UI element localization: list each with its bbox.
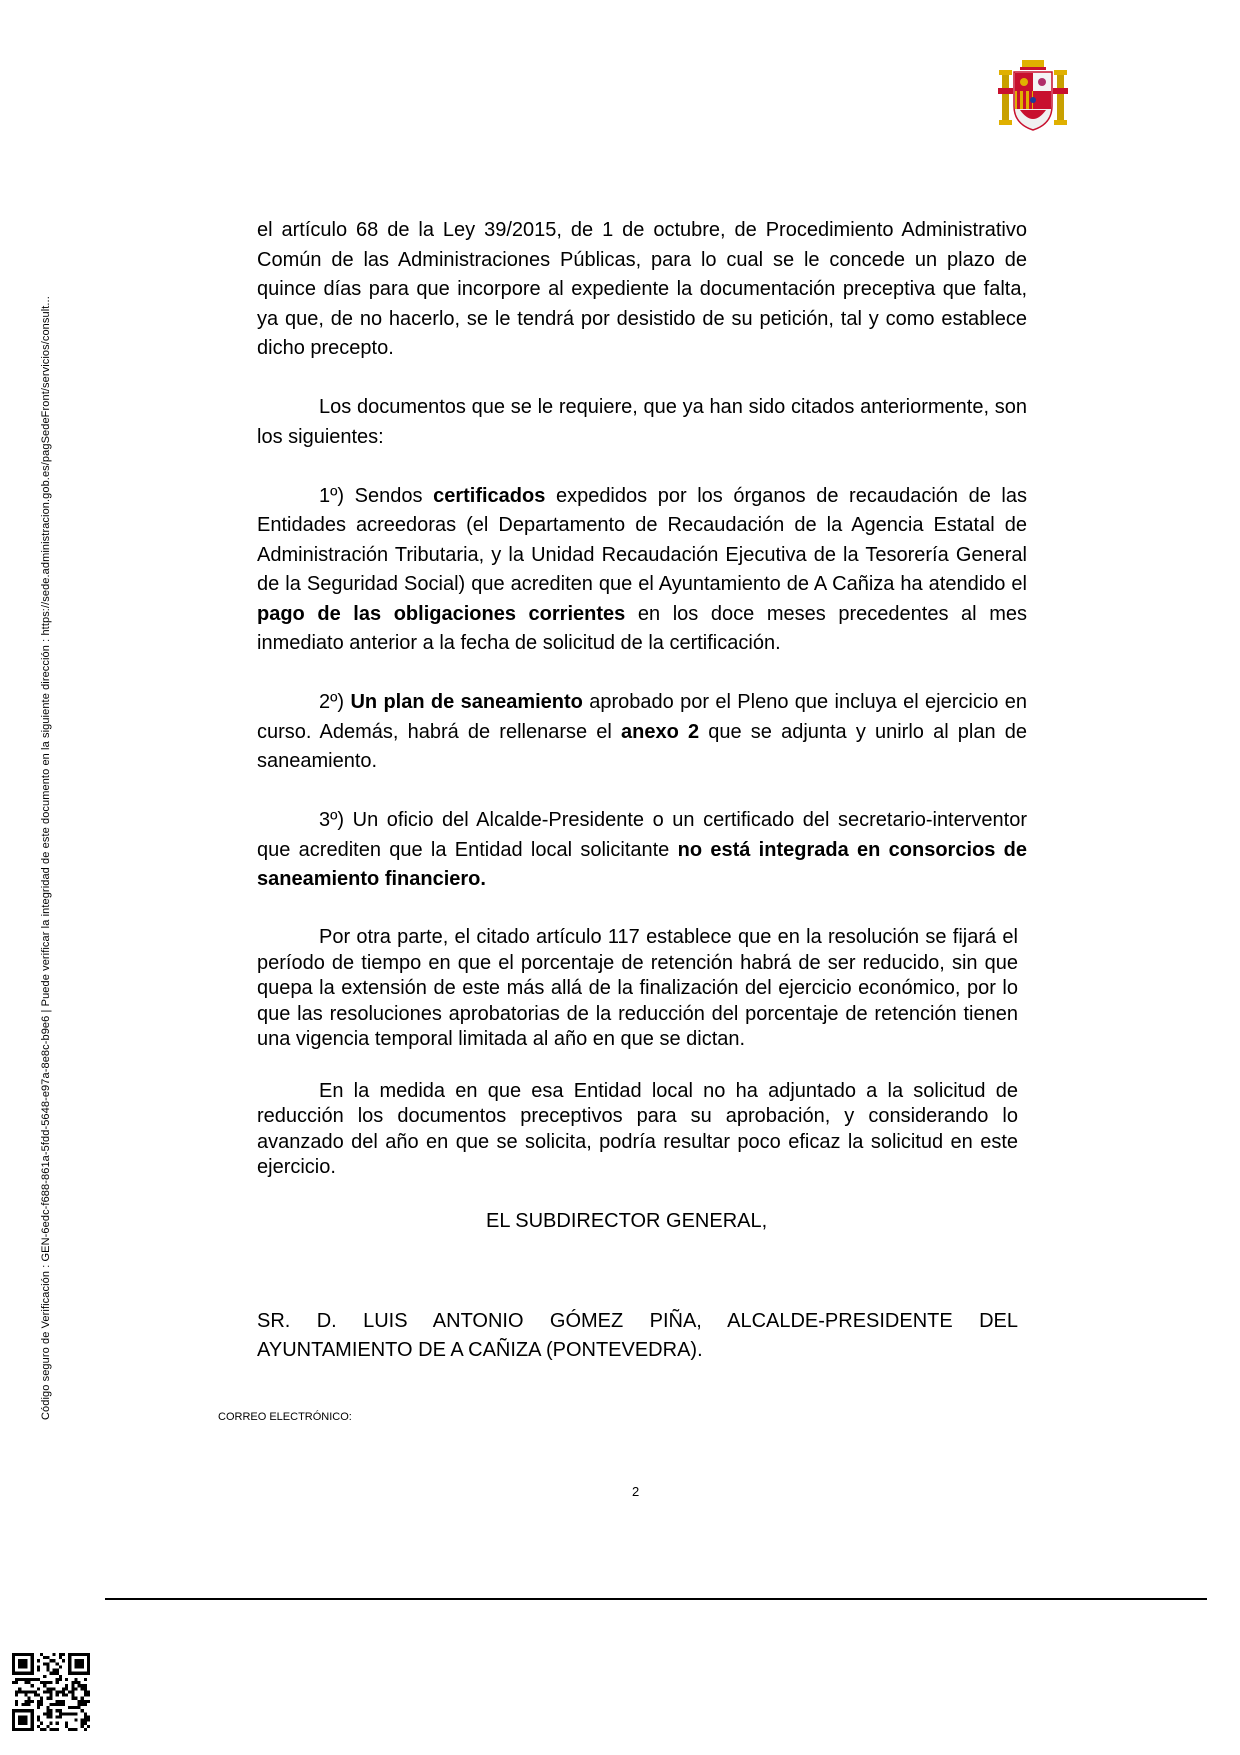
page-number: 2	[632, 1484, 640, 1499]
paragraph-2: Los documentos que se le requiere, que ya han sido citados anteriormente, son los siguientes:	[257, 396, 1027, 448]
footer-divider	[105, 1598, 1207, 1600]
bold-run: certificados	[433, 484, 546, 507]
paragraph-7: En la medida en que esa Entidad local no ha adjuntado a la solicitud de reducción los documentos preceptivos para su aprobación, y considerando lo avanzado del año en que se solicita, podría resultar poco eficaz la solicitud en este ejercicio.	[257, 1079, 1018, 1179]
coat-of-arms-icon	[998, 58, 1068, 132]
bold-run: pago de las obligaciones corrientes	[257, 602, 626, 625]
document-body-continued	[257, 925, 1018, 1181]
text-run: que se adjunta y unirlo al plan de saneamiento.	[257, 720, 1028, 772]
paragraph-3	[257, 482, 1027, 659]
paragraph-5	[257, 806, 1027, 895]
addressee: SR. D. LUIS ANTONIO GÓMEZ PIÑA, ALCALDE-PRESIDENTE DEL AYUNTAMIENTO DE A CAÑIZA (PONTEVEDRA).	[257, 1310, 1018, 1361]
bold-run: anexo 2	[621, 720, 700, 743]
verification-side-text: Código seguro de Verificación : GEN-6edc-f688-861a-5fdd-5648-e97a-8e8c-b9e6 | Puede verificar la integridad de este documento en la siguiente dirección : https://sede.administracion.gob.es/pagSedeFront/servicios/consult...	[40, 296, 52, 1420]
text-run: en los doce meses precedentes al mes inmediato anterior a la fecha de solicitud de la certificación.	[257, 602, 1027, 654]
text-run: 1º) Sendos	[319, 484, 434, 507]
text-run: 2º)	[319, 691, 351, 713]
signoff: EL SUBDIRECTOR GENERAL,	[486, 1210, 768, 1232]
paragraph-1: el artículo 68 de la Ley 39/2015, de 1 de octubre, de Procedimiento Administrativo Común de las Administraciones Públicas, para lo cual se le concede un plazo de quince días para que incorpore al expediente la documentación preceptiva que falta, ya que, de no hacerlo, se le tendrá por desistido de su petición, tal y como establece dicho precepto.	[257, 219, 1027, 359]
text-run: aprobado por el Pleno que incluya el ejercicio en curso. Además, habrá de rellenarse el	[257, 691, 1027, 743]
paragraph-4	[257, 688, 1027, 777]
text-run: expedidos por los órganos de recaudación de las Entidades acreedoras (el Departamento de Recaudación de la Agencia Estatal de Administración Tributaria, y la Unidad Recaudación Ejecutiva de la Tesorería General de la Seguridad Social) que acrediten que el Ayuntamiento de A Cañiza ha atendido el	[257, 484, 1027, 595]
email-label: CORREO ELECTRÓNICO:	[218, 1411, 352, 1423]
document-body	[257, 216, 1027, 895]
bold-run: Un plan de saneamiento	[350, 691, 583, 713]
paragraph-6: Por otra parte, el citado artículo 117 establece que en la resolución se fijará el período de tiempo en que el porcentaje de retención habrá de ser reducido, sin que quepa la extensión de este más allá de la finalización del ejercicio económico, por lo que las resoluciones aprobatorias de la reducción del porcentaje de retención tienen una vigencia temporal limitada al año en que se dictan.	[257, 926, 1018, 1051]
bold-run: no está integrada en consorcios de saneamiento financiero.	[257, 838, 1027, 890]
qr-code-icon	[12, 1653, 90, 1731]
text-run: 3º) Un oficio del Alcalde-Presidente o un certificado del secretario-interventor que acrediten que la Entidad local solicitante	[257, 809, 1027, 861]
